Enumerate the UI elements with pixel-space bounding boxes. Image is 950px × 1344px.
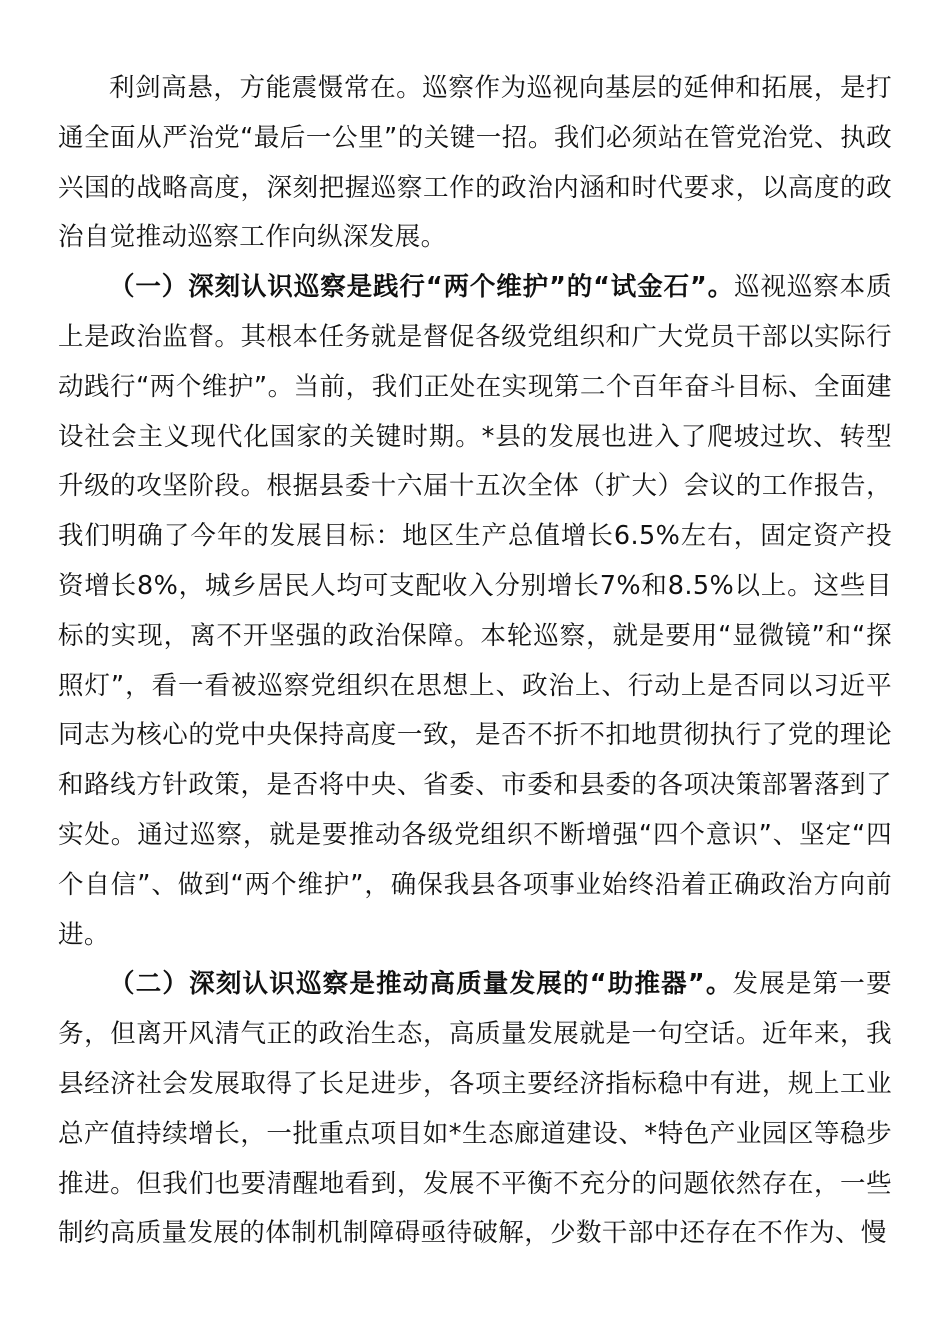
paragraph-text: 利剑高悬，方能震慑常在。巡察作为巡视向基层的延伸和拓展，是打通全面从严治党“最后一公里”的关键一招。我们必须站在管党治党、执政兴国的战略高度，深刻把握巡察工作的政治内涵和时代要求，以高度的政治自觉推动巡察工作向纵深发展。 [58, 73, 892, 253]
section-heading-2: （二）深刻认识巡察是推动高质量发展的“助推器”。 [109, 969, 733, 1000]
paragraph-text: 发展是第一要务，但离开风清气正的政治生态，高质量发展就是一句空话。近年来，我县经济社会发展取得了长足进步，各项主要经济指标稳中有进，规上工业总产值持续增长，一批重点项目如*生态廊道建设、*特色产业园区等稳步推进。但我们也要清醒地看到，发展不平衡不充分的问题依然存在，一些制约高质量发展的体制机制障碍亟待破解，少数干部中还存在不作为、慢 [58, 969, 892, 1249]
paragraph-text: 巡视巡察本质上是政治监督。其根本任务就是督促各级党组织和广大党员干部以实际行动践行“两个维护”。当前，我们正处在实现第二个百年奋斗目标、全面建设社会主义现代化国家的关键时期。*县的发展也进入了爬坡过坎、转型升级的攻坚阶段。根据县委十六届十五次全体（扩大）会议的工作报告，我们明确了今年的发展目标：地区生产总值增长6.5%左右，固定资产投资增长8%，城乡居民人均可支配收入分别增长7%和8.5%以上。这些目标的实现，离不开坚强的政治保障。本轮巡察，就是要用“显微镜”和“探照灯”，看一看被巡察党组织在思想上、政治上、行动上是否同以习近平同志为核心的党中央保持高度一致，是否不折不扣地贯彻执行了党的理论和路线方针政策，是否将中央、省委、市委和县委的各项决策部署落到了实处。通过巡察，就是要推动各级党组织不断增强“四个意识”、坚定“四个自信”、做到“两个维护”，确保我县各项事业始终沿着正确政治方向前进。 [58, 272, 892, 950]
document-body [58, 64, 892, 1259]
section-heading-1: （一）深刻认识巡察是践行“两个维护”的“试金石”。 [109, 272, 735, 303]
paragraph-section-2 [58, 960, 892, 1259]
paragraph-section-1 [58, 263, 892, 960]
paragraph-intro [58, 64, 892, 263]
